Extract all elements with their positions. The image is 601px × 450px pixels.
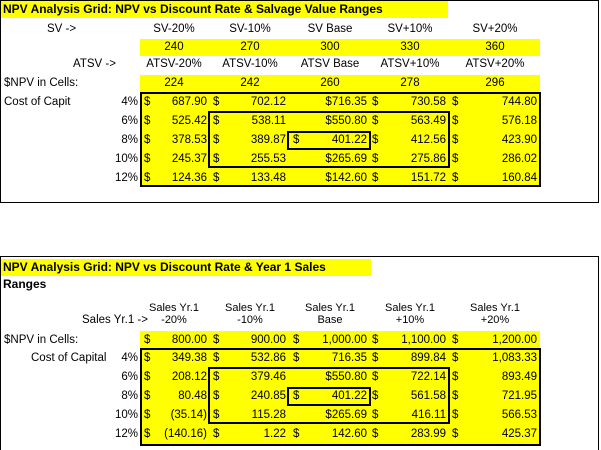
g2-sales-cell: 900.00 xyxy=(250,334,286,346)
g1-rate-6: 6% xyxy=(121,115,138,127)
g2-header-3-line1: Sales Yr.1 xyxy=(305,302,355,314)
g2-cell: 416.11 xyxy=(411,409,446,421)
g2-rate-4: 4% xyxy=(121,352,138,364)
g1-cell: $ xyxy=(293,134,300,146)
atsv-header-1: ATSV-20% xyxy=(146,58,202,70)
g1-cell: $ xyxy=(213,115,220,127)
g1-cell: 133.48 xyxy=(250,172,286,184)
g1-cell: $ xyxy=(452,134,459,146)
g2-sales-cell: $ xyxy=(144,334,151,346)
g2-cell: 899.84 xyxy=(410,352,446,364)
g1-rate-12: 12% xyxy=(114,172,138,184)
g1-cell: $ xyxy=(372,153,379,165)
atsv-header-5: ATSV+20% xyxy=(465,58,525,70)
g2-header-4 xyxy=(370,302,450,326)
g2-cell: $ xyxy=(372,390,379,402)
g2-header-3-line2: Base xyxy=(317,314,343,326)
g1-cell: $ xyxy=(144,115,151,127)
sv-header-3: SV Base xyxy=(307,23,353,35)
g2-header-5 xyxy=(450,302,540,326)
atsv-header-2: ATSV-10% xyxy=(222,58,278,70)
g2-sales-cell: $ xyxy=(213,334,220,346)
sv-value-1: 240 xyxy=(164,41,184,53)
g2-cell: $550.80 xyxy=(325,371,367,383)
g2-sales-cell: 1,200.00 xyxy=(492,334,537,346)
g1-rate-8: 8% xyxy=(121,134,138,146)
g2-cell: 532.86 xyxy=(250,352,286,364)
g1-cell: 378.53 xyxy=(171,134,207,146)
g2-rate-6: 6% xyxy=(121,371,138,383)
sv-header-5: SV+20% xyxy=(472,23,518,35)
g2-cell: 1.22 xyxy=(263,428,286,440)
g2-cell: 142.60 xyxy=(331,428,367,440)
g2-rate-10: 10% xyxy=(114,409,138,421)
g2-cell: $ xyxy=(213,428,220,440)
g1-cell: $ xyxy=(144,153,151,165)
g2-cell: $ xyxy=(452,352,459,364)
g2-cost-of-capital-label: Cost of Capital xyxy=(31,352,107,364)
g2-cell: 349.38 xyxy=(171,352,207,364)
g2-sales-cell: 800.00 xyxy=(171,334,207,346)
g2-cell: $ xyxy=(213,390,220,402)
g2-cell: 566.53 xyxy=(501,409,537,421)
g1-cell: 538.11 xyxy=(251,115,286,127)
g2-cell: 1,083.33 xyxy=(492,352,537,364)
g2-cell: 240.85 xyxy=(250,390,286,402)
g2-cell: 208.12 xyxy=(171,371,207,383)
g2-cell: $ xyxy=(144,371,151,383)
g1-cell: $ xyxy=(452,115,459,127)
g1-cell: $ xyxy=(452,153,459,165)
g2-cell: $ xyxy=(144,409,151,421)
g1-cell: 730.58 xyxy=(410,96,446,108)
g1-cell: 525.42 xyxy=(171,115,207,127)
g1-cell: $550.80 xyxy=(325,115,367,127)
g2-cell: $265.69 xyxy=(325,409,367,421)
g1-cell: $ xyxy=(144,172,151,184)
g1-cell: $265.69 xyxy=(325,153,367,165)
atsv-value-5: 296 xyxy=(485,77,505,89)
g2-cell: (35.14) xyxy=(170,409,207,421)
g1-rate-4: 4% xyxy=(121,96,138,108)
g2-rate-12: 12% xyxy=(114,428,138,440)
g1-cell: $ xyxy=(213,153,220,165)
atsv-label: ATSV -> xyxy=(73,58,116,70)
g2-cell: $ xyxy=(144,352,151,364)
g2-header-2-line2: -10% xyxy=(237,314,263,326)
g1-cell: $ xyxy=(144,134,151,146)
g2-cell: 401.22 xyxy=(331,390,367,402)
g2-header-4-line1: Sales Yr.1 xyxy=(385,302,435,314)
g2-cell: $ xyxy=(213,371,220,383)
g1-cell: $ xyxy=(372,96,379,108)
sv-value-3: 300 xyxy=(320,41,340,53)
g2-sales-cell: 1,100.00 xyxy=(401,334,446,346)
g2-sales-cell: 1,000.00 xyxy=(322,334,367,346)
sv-header-1: SV-20% xyxy=(153,23,195,35)
g1-cell: 744.80 xyxy=(501,96,537,108)
g1-cell: 255.53 xyxy=(250,153,286,165)
sv-value-5: 360 xyxy=(485,41,505,53)
g2-sales-cell: $ xyxy=(293,334,300,346)
g2-cell: 716.35 xyxy=(331,352,367,364)
g1-cell: 160.84 xyxy=(501,172,537,184)
g2-cell: $ xyxy=(293,390,300,402)
g2-cell: 722.14 xyxy=(410,371,446,383)
g1-cell: 401.22 xyxy=(331,134,367,146)
g1-cell: 124.36 xyxy=(171,172,207,184)
g2-header-1 xyxy=(140,302,208,326)
g2-rate-8: 8% xyxy=(121,390,138,402)
g1-cell: $ xyxy=(213,96,220,108)
g2-header-2-line1: Sales Yr.1 xyxy=(225,302,275,314)
g2-cell: $ xyxy=(213,352,220,364)
g1-cell: $ xyxy=(213,172,220,184)
g2-cell: 283.99 xyxy=(410,428,446,440)
g2-header-1-line1: Sales Yr.1 xyxy=(149,302,199,314)
g1-cell: $ xyxy=(144,96,151,108)
g2-header-3 xyxy=(290,302,370,326)
g2-cell: 561.58 xyxy=(410,390,446,402)
g2-cell: $ xyxy=(372,352,379,364)
g2-cell: (140.16) xyxy=(164,428,207,440)
g2-cell: $ xyxy=(372,428,379,440)
g2-cell: 115.28 xyxy=(251,409,286,421)
sv-header-2: SV-10% xyxy=(229,23,271,35)
g1-cell: 412.56 xyxy=(410,134,446,146)
g2-cell: $ xyxy=(293,352,300,364)
g1-cell: 245.37 xyxy=(171,153,207,165)
sv-value-4: 330 xyxy=(400,41,420,53)
g2-header-4-line2: +10% xyxy=(395,314,425,326)
g2-cell: $ xyxy=(144,390,151,402)
g2-cell: 893.49 xyxy=(501,371,537,383)
g2-cell: 80.48 xyxy=(178,390,207,402)
g1-cell: 423.90 xyxy=(501,134,537,146)
g1-cell: $ xyxy=(372,115,379,127)
g1-cell: 576.18 xyxy=(501,115,537,127)
g2-cell: $ xyxy=(452,390,459,402)
g2-header-5-line2: +20% xyxy=(480,314,510,326)
g1-cell: $ xyxy=(372,134,379,146)
g1-cell: 275.86 xyxy=(410,153,446,165)
cost-of-capital-label: Cost of Capit xyxy=(4,96,71,108)
g2-header-1-line2: -20% xyxy=(161,314,187,326)
g2-cell: $ xyxy=(452,371,459,383)
atsv-value-1: 224 xyxy=(164,77,184,89)
g1-cell: $ xyxy=(452,96,459,108)
g2-cell: $ xyxy=(452,428,459,440)
g1-cell: 702.12 xyxy=(250,96,286,108)
g2-cell: $ xyxy=(452,409,459,421)
g1-cell: 687.90 xyxy=(171,96,207,108)
g2-header-5-line1: Sales Yr.1 xyxy=(470,302,520,314)
g2-cell: $ xyxy=(293,428,300,440)
atsv-value-3: 260 xyxy=(320,77,340,89)
npv-in-cells-label: $NPV in Cells: xyxy=(4,77,79,89)
g1-cell: $ xyxy=(213,134,220,146)
g2-cell: 425.37 xyxy=(501,428,537,440)
atsv-header-4: ATSV+10% xyxy=(380,58,440,70)
g1-cell: 151.72 xyxy=(410,172,446,184)
g2-sales-cell: $ xyxy=(452,334,459,346)
g2-cell: 379.46 xyxy=(250,371,286,383)
g1-cell: $142.60 xyxy=(325,172,367,184)
g1-cell: $ xyxy=(372,172,379,184)
g1-cell: 286.02 xyxy=(501,153,537,165)
atsv-value-2: 242 xyxy=(240,77,260,89)
grid2-title: NPV Analysis Grid: NPV vs Discount Rate & Year 1 Sales Ranges xyxy=(1,259,371,276)
g2-cell: $ xyxy=(213,409,220,421)
sv-header-4: SV+10% xyxy=(387,23,433,35)
sv-label: SV -> xyxy=(47,23,77,35)
g2-sales-cell: $ xyxy=(372,334,379,346)
g2-cell: $ xyxy=(372,409,379,421)
g2-npv-in-cells-label: $NPV in Cells: xyxy=(4,334,79,346)
g1-rate-10: 10% xyxy=(114,153,138,165)
sales-yr1-label: Sales Yr.1 -> xyxy=(82,314,148,326)
sv-value-2: 270 xyxy=(240,41,260,53)
g1-cell: 389.87 xyxy=(250,134,286,146)
g2-cell: $ xyxy=(144,428,151,440)
g2-header-2 xyxy=(210,302,290,326)
g1-cell: $ xyxy=(452,172,459,184)
g1-cell: $716.35 xyxy=(325,96,367,108)
atsv-header-3: ATSV Base xyxy=(300,58,360,70)
g2-cell: 721.95 xyxy=(501,390,537,402)
g1-cell: 563.49 xyxy=(410,115,446,127)
atsv-value-4: 278 xyxy=(400,77,420,89)
g2-cell: $ xyxy=(372,371,379,383)
grid1-title: NPV Analysis Grid: NPV vs Discount Rate & Salvage Value Ranges xyxy=(1,1,448,18)
